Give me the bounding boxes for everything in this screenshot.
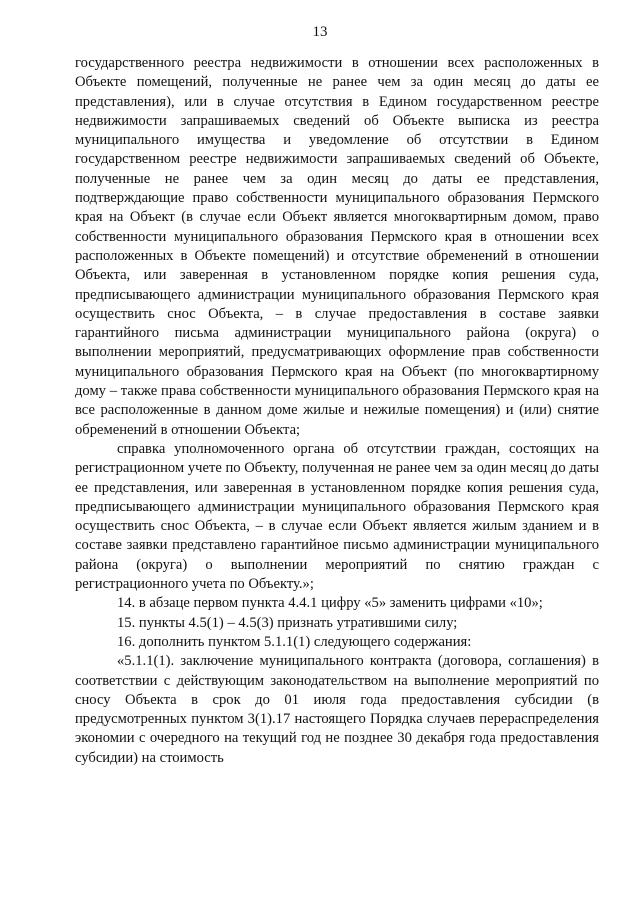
paragraph-continuation: государственного реестра недвижимости в отношении всех расположенных в Объекте помещений, полученные не ранее чем за один месяц до даты ее представления), или в случае отсутствия в Едином государственном реестре недвижимости запрашиваемых сведений об Объекте выписка из реестра муниципального имущества и уведомление об отсутствии в Едином государственном реестре недвижимости запрашиваемых сведений об Объекте, полученные не ранее чем за один месяц до даты ее представления, подтверждающие право собственности муниципального образования Пермского края на Объект (в случае если Объект является многоквартирным домом, право собственности муниципального образования Пермского края в отношении всех расположенных в Объекте помещений) и отсутствие обременений в отношении Объекта, или заверенная в установленном порядке копия решения суда, предписывающего администрации муниципального образования Пермского края осуществить снос Объекта, – в случае предоставления в составе заявки гарантийного письма администрации муниципального района (округа) о выполнении мероприятий, предусматривающих оформление прав собственности муниципального образования Пермского края на Объект (по многоквартирному дому – также права собственности муниципального образования Пермского края на все расположенные в данном доме жилые и нежилые помещения) и (или) снятие обременений в отношении Объекта;	[75, 55, 599, 438]
document-body	[75, 54, 599, 768]
page-number: 13	[312, 24, 328, 40]
paragraph-item-16: 16. дополнить пунктом 5.1.1(1) следующего содержания:	[117, 633, 472, 650]
paragraph-item-15: 15. пункты 4.5(1) – 4.5(3) признать утратившими силу;	[117, 614, 458, 631]
paragraph-certificate: справка уполномоченного органа об отсутствии граждан, состоящих на регистрационном учете по Объекту, полученная не ранее чем за один месяц до даты ее представления, или заверенная в установленном порядке копия решения суда, предписывающего администрации муниципального образования Пермского края осуществить снос Объекта, – в случае если Объект является жилым зданием и в составе заявки представлено гарантийное письмо администрации муниципального района (округа) о выполнении мероприятий по снятию граждан с регистрационного учета по Объекту.»;	[75, 440, 599, 593]
paragraph-item-14: 14. в абзаце первом пункта 4.4.1 цифру «5» заменить цифрами «10»;	[117, 595, 543, 612]
paragraph-clause-5-1-1-1: «5.1.1(1). заключение муниципального контракта (договора, соглашения) в соответствии с действующим законодательством на выполнение мероприятий по сносу Объекта в срок до 01 июля года предоставления субсидии (в предусмотренных пунктом 3(1).17 настоящего Порядка случаев перераспределения экономии с очередного на текущий год не позднее 30 декабря года предоставления субсидии) на стоимость	[75, 653, 599, 766]
